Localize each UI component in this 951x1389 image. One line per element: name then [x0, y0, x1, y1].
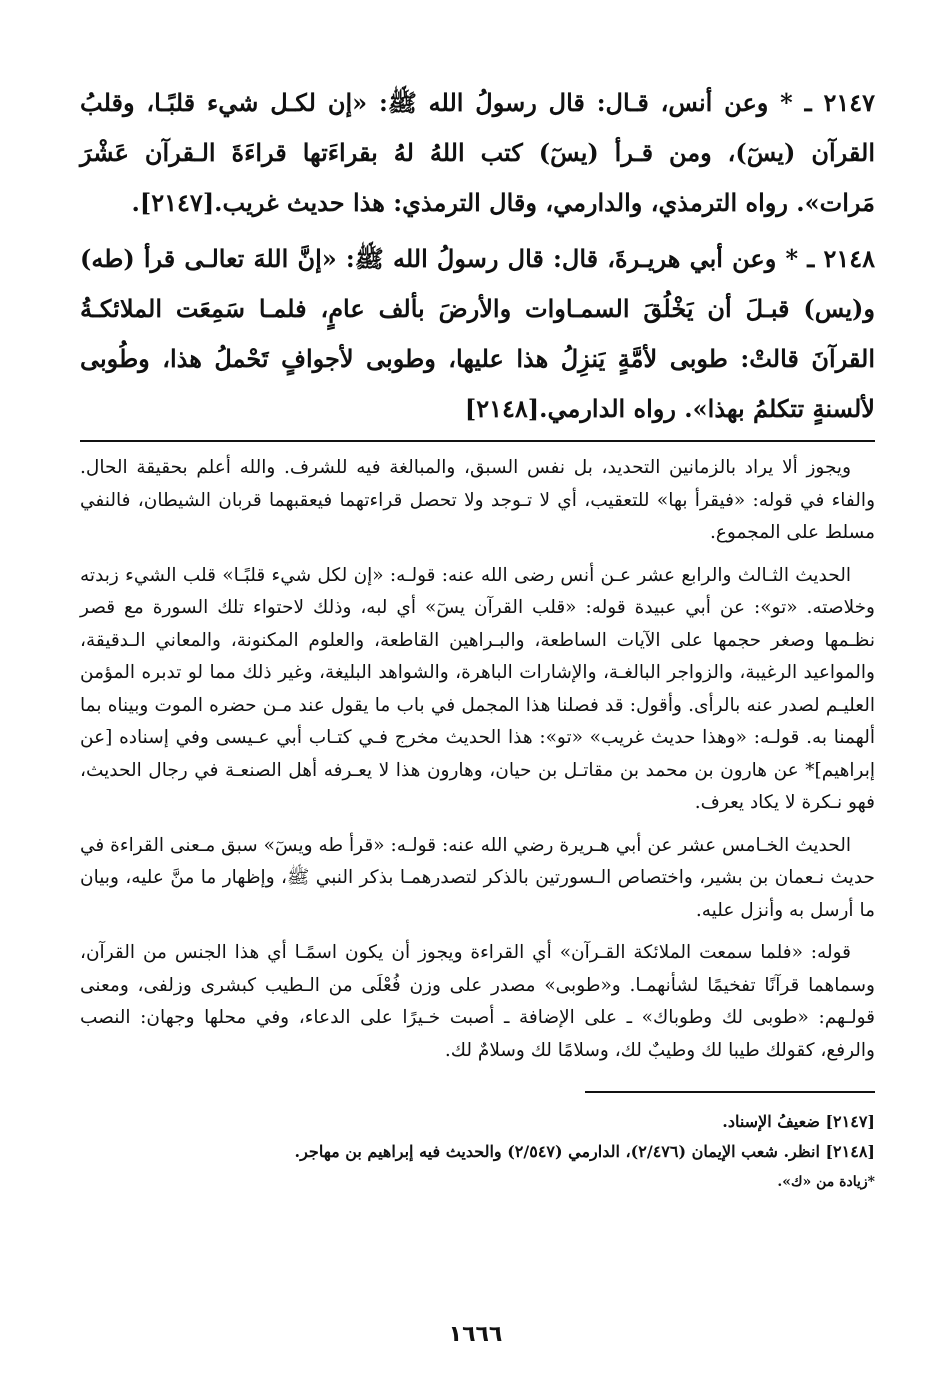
footnote-2148: [٢١٤٨] انظر. شعب الإيمان (٢/٤٧٦)، الدارمي (٢/٥٤٧) والحديث فيه إبراهيم بن مهاجر.	[294, 1142, 875, 1161]
footnote-divider	[585, 1091, 875, 1093]
commentary-paragraph: الحديث الثـالث والرابع عشر عـن أنس رضى الله عنه: قولـه: «إن لكل شيء قلبًـا» قلب الشيء زبدته وخلاصته. «تو»: عن أبي عبيدة قوله: «قلب القرآن يسٓ» أي لبه، وذلك لاحتواء تلك السورة مع قصر نظـمها وصغر حجمها على الآيات الساطعة، والبـراهين القاطعة، والعلوم المكنونة، والمعاني الـدقيقة، والمواعيد الرغيبة، والزواجر البالغـة، والإشارات الباهرة، والشواهد البليغة، وغير ذلك مما لو تدبره المؤمن العليـم لصدر عنه بالرأى. وأقول: قد فصلنا هذا المجمل في باب ما يقول عند مـن حضره الموت وبيناه بما ألهمنا به. قولـه: «وهذا حديث غريب» «تو»: هذا الحديث مخرج فـي كتـاب أبي عـيسى وفي إسناده [عن إبراهيم]* عن هارون بن محمد بن مقاتـل بن حيان، وهارون هذا لا يعـرفه أهل الصنعـة في رجال الحديث، فهو نـكرة لا يكاد يعرف.	[80, 564, 875, 813]
footnote-2147: [٢١٤٧] ضعيفُ الإسناد.	[722, 1112, 875, 1131]
footnotes	[80, 1107, 875, 1197]
page-number: ١٦٦٦	[448, 1322, 503, 1347]
hadith-2148: ٢١٤٨ ـ * وعن أبي هريـرةَ، قال: قال رسولُ الله ﷺ: «إنَّ اللهَ تعالـى قرأ (طه) و(يس) قبـلَ أن يَخْلُقَ السمـاوات والأرضَ بألف عامٍ، فلمـا سَمِعَت الملائكـةُ القرآنَ قالتْ: طوبى لأمَّةٍ يَنزِلُ هذا عليها، وطوبى لأجوافٍ تَحْملُ هذا، وطُوبى لألسنةٍ تتكلمُ بهذا». رواه الدارمي.[٢١٤٨]	[80, 244, 875, 423]
commentary-paragraph: الحديث الخـامس عشر عن أبي هـريرة رضي الله عنه: قولـه: «قرأ طه ويسٓ» سبق مـعنى القراءة في حديث نـعمان بن بشير، واختصاص الـسورتين بالذكر لتصدرهمـا بذكر النبي ﷺ، وإظهار ما منَّ عليه، وبيان ما أرسل به وأنزل عليه.	[80, 834, 875, 921]
hadith-2147: ٢١٤٧ ـ * وعن أنس، قـال: قال رسولُ الله ﷺ: «إن لكـل شيء قلبًـا، وقلبُ القرآن (يسٓ)، ومن قـرأ (يسٓ) كتب اللهُ لهُ بقراءَتها قراءَةَ الـقرآن عَشْرَ مَرات». رواه الترمذي، والدارمي، وقال الترمذي: هذا حديث غريب.[٢١٤٧].	[80, 88, 875, 217]
page-body	[80, 78, 875, 1197]
footnote-addition: *زيادة من «ك».	[777, 1174, 875, 1190]
commentary-paragraph: قوله: «فلما سمعت الملائكة القـرآن» أي القراءة ويجوز أن يكون اسمًـا أي هذا الجنس من القرآن، وسماهما قرآنًا تفخيمًا لشأنهمـا. و«طوبى» مصدر على وزن فُعْلَى من الـطيب كبشرى وزلفى، ومعنى قولـهم: «طوبى لك وطوباك» ـ على الإضافة ـ أصبت خـيرًا على الدعاء، وفي محلها وجهان: النصب والرفع، كقولك طيبا لك وطيبٌ لك، وسلامًا لك وسلامٌ لك.	[80, 942, 875, 1061]
section-divider	[80, 440, 875, 442]
commentary-paragraph: ويجوز ألا يراد بالزمانين التحديد، بل نفس السبق، والمبالغة فيه للشرف. والله أعلم بحقيقة الحال. والفاء في قوله: «فيقرأ بها» للتعقيب، أي لا تـوجد ولا تحصل قراءتهما فيعقبهما قربان الشيطان، فالنفي مسلط على المجموع.	[80, 457, 875, 543]
